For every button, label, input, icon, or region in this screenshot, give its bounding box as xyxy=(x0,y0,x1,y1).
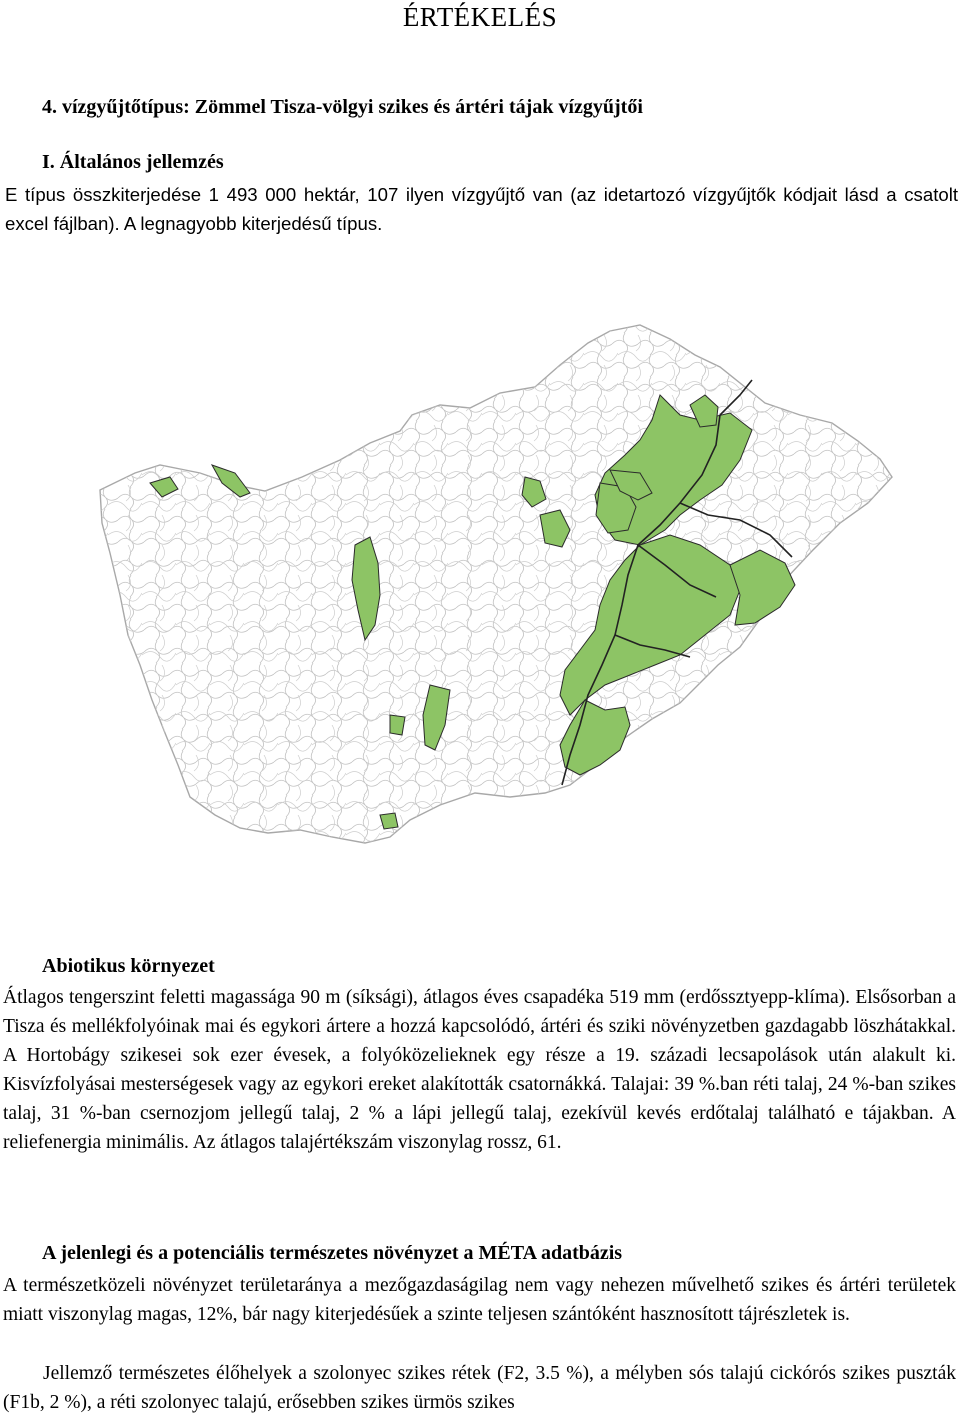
general-heading: I. Általános jellemzés xyxy=(42,151,224,173)
hungary-basin-map xyxy=(40,245,922,947)
abiotic-heading: Abiotikus környezet xyxy=(42,955,215,977)
vegetation-text-1: A természetközeli növényzet területaránya a mezőgazdaságilag nem vagy nehezen művelhető szikes és ártéri területek miatt viszonylag magas, 12%, bár nagy kiterjedésűek a szinte teljesen szántóként hasznosított tájrészletek is. xyxy=(3,1275,956,1325)
vegetation-text-2: Jellemző természetes élőhelyek a szolonyec szikes rétek (F2, 3.5 %), a mélyben sós talajú cickórós szikes puszták (F1b, 2 %), a réti szolonyec talajú, erősebben szikes ürmös szikes xyxy=(3,1363,956,1413)
type-heading: 4. vízgyűjtőtípus: Zömmel Tisza-völgyi szikes és ártéri tájak vízgyűjtői xyxy=(42,96,643,118)
general-text: E típus összkiterjedése 1 493 000 hektár, 107 ilyen vízgyűjtő van (az idetartozó vízgyűjtők kódjait lásd a csatolt excel fájlban). A legnagyobb kiterjedésű típus. xyxy=(5,184,958,234)
abiotic-text: Átlagos tengerszint feletti magassága 90 m (síksági), átlagos éves csapadéka 519 mm (erdőssztyepp-klíma). Elsősorban a Tisza és mellékfolyóinak mai és egykori ártere a hozzá kapcsolódó, ártéri és sziki növényzetben gazdagabb löszhátakkal. A Hortobágy szikesei sok ezer évesek, a folyóközelieknek egy része a 19. századi lecsapolások után alakult ki. Kisvízfolyásai mesterségesek vagy az egykori ereket alakították csatornákká. Talajai: 39 %.ban réti talaj, 24 %-ban szikes talaj, 31 %-ban csernozjom jellegű talaj, 2 % a lápi jellegű talaj, ezekívül kevés erdőtalaj található e tájakban. A reliefenergia minimális. Az átlagos talajértékszám viszonylag rossz, 61. xyxy=(3,987,956,1153)
page-title: ÉRTÉKELÉS xyxy=(402,2,558,32)
vegetation-heading: A jelenlegi és a potenciális természetes növényzet a MÉTA adatbázis xyxy=(42,1242,623,1264)
